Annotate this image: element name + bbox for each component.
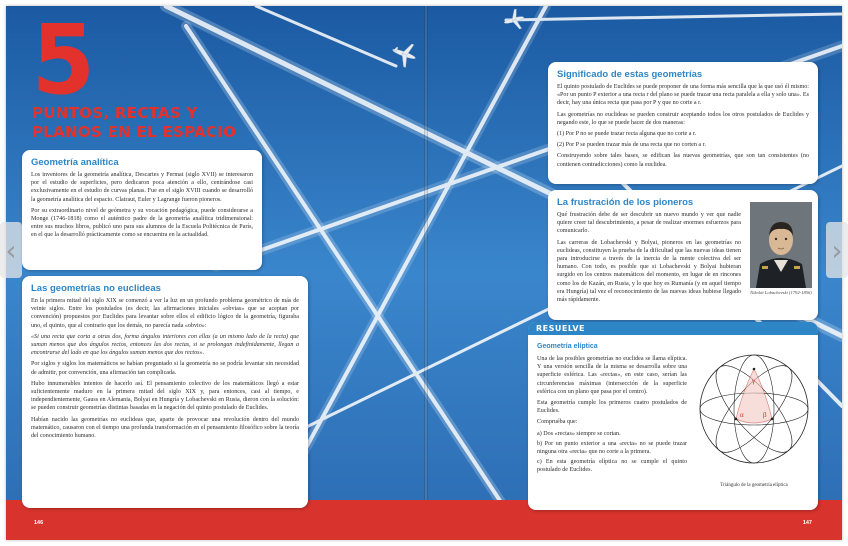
paragraph: Compruéba que: <box>537 419 578 426</box>
paragraph: Los inventores de la geometría analítica, Descartes y Fermat (siglo XVII) se interesaron por el estudio de superficies, pero dedicaron poca atención a ello, centrándose casi exclusivamente en el estudio de curvas planas. Fue en el siglo XVIII cuando se desarrolló la geometría analítica del espacio. Clairaut, Euler y Lagrange fueron pioneros. <box>31 172 253 203</box>
quote-fifth-postulate: «Si una recta que corta a otras dos, forma ángulos interiores con ellas (a un mismo lado de la recta) que suman menos que dos ángulos rectos, entonces las dos rectas, si se prolongan indefinidamente, llegan a encontrarse del lado en que los ángulos suman menos que dos rectos». <box>31 333 299 357</box>
paragraph: Por siglos y siglos los matemáticos se habían preguntado si la geometría no se podría levantar sin necesidad de admitir, por convención, una afirmación tan complicada. <box>31 361 299 376</box>
list-item: (1) Por P no se puede trazar recta alguna que no corte a r. <box>557 131 697 138</box>
panel-geometria-analitica <box>22 150 262 270</box>
resuelve-bar: RESUELVE <box>528 322 818 335</box>
section-heading: La frustración de los pioneros <box>557 197 694 208</box>
paragraph: Habían nacido las geometrías no euclideas que, aparte de provocar una revolución dentro del mundo matemático, causaron con el tiempo una profunda transformación en el pensamiento filosófico sobre la teoría del conocimiento humano. <box>31 416 299 440</box>
book-gutter <box>424 6 428 540</box>
chevron-right-icon[interactable]: › <box>826 222 848 278</box>
paragraph: Las carreras de Lobachevski y Bolyai, pioneros en las geometrías no euclideas, constituyen la prueba de la dificultad que las nuevas ideas tienen para introducirse a través de la inercia de la mente colectiva del ser humano. Con todo, es posible que si Lobachevski y Bolyai hubieran surgido en los centros matemáticos del momento, en lugar de en rincones como los de Kazán, en Rusia, y lo que hoy es Rumanía (y en aquel tiempo era Hungría) tal vez el reconocimiento de las nuevas ideas hubiese llegado más rápidamente. <box>557 239 741 304</box>
paragraph: Una de las posibles geometrías no euclidea se llama elíptica. Y una versión sencilla de la misma se desarrolla sobre una superficie esférica. Las «rectas», en este caso, serían las circunferencias máximas (intersección de la superficie esférica con un plano que pasa por el centro). <box>537 356 687 395</box>
paragraph: Hubo innumerables intentos de hacerlo así. El pensamiento colectivo de los matemáticos llegó a estar suficientemente maduro en la primera mitad del siglo XIX y, para entonces, casi al tiempo, e independientemente, Gauss en Alemania, Bolyai en Hungría y Lobachevski en Rusia, dieron con la solución: se pueden construir geometrías distintas basadas en la negación del quinto postulado de Euclides. <box>31 380 299 412</box>
portrait-caption: Nikolái Lobachevski (1792-1856) <box>750 290 812 295</box>
angle-label: β <box>763 411 767 419</box>
panel-resuelve <box>528 322 818 510</box>
figure-caption: Triángulo de la geometría elíptica <box>720 483 788 489</box>
angle-label: α <box>740 411 744 419</box>
exercise-item: c) En esta geometría elíptica no se cumple el quinto postulado de Euclides. <box>537 459 687 474</box>
page-number-right: 147 <box>802 520 812 526</box>
paragraph: El quinto postulado de Euclides se puede proponer de una forma más sencilla que la que usó él mismo: «Por un punto P exterior a una recta r del plano se puede trazar una recta paralela a ella y solo una». Es decir, hay una única recta que pasa por P y que no corte a r. <box>557 84 809 107</box>
exercise-item: b) Por un punto exterior a una «recta» no se puede trazar ninguna otra «recta» que no corte a la primera. <box>537 440 687 456</box>
panel-significado <box>548 62 818 184</box>
portrait-image <box>750 202 812 288</box>
angle-label: γ <box>752 377 756 385</box>
exercise-item: a) Dos «rectas» siempre se cortan. <box>537 430 621 437</box>
section-heading: Geometría elíptica <box>537 343 598 350</box>
page-number-left: 146 <box>34 520 44 526</box>
section-heading: Significado de estas geometrías <box>557 69 703 80</box>
section-heading: Geometría analítica <box>31 157 119 168</box>
paragraph: Esta geometría cumple los primeros cuatro postulados de Euclides. <box>537 400 687 415</box>
section-heading: Las geometrías no euclideas <box>31 283 161 294</box>
portrait-figure <box>750 202 812 300</box>
list-item: (2) Por P se pueden trazar más de una recta que no corten a r. <box>557 142 706 149</box>
paragraph: En la primera mitad del siglo XIX se comenzó a ver la luz en un profundo problema geométrico de más de veinte siglos. Entre los postulados (es decir, las afirmaciones iniciales «obvias» que se aceptan por convención) propuestos por Euclides para levantar sobre ellos el edificio lógico de la geometría, figuraba uno, el quinto, que al contrario que los demás, no parecía nada «obvio»: <box>31 298 299 329</box>
exercise-list <box>537 430 687 475</box>
paragraph: Por su extraordinario nivel de geómetra y su vocación pedagógica, puede considerarse a Monge (1746-1818) como el auténtico padre de la geometría analítica tridimensional: entre sus muchos libros, publicó uno para sus alumnos de la Escuela Politécnica de París, en el que la desarrolló prácticamente como se encuentra en la actualidad. <box>31 207 253 239</box>
chevron-left-icon[interactable]: ‹ <box>0 222 22 278</box>
chapter-title: PUNTOS, RECTAS Y PLANOS EN EL ESPACIO <box>32 104 237 141</box>
paragraph: Construyendo sobre tales bases, se edifican las nuevas geometrías, que son tan consistentes (no contienen contradicciones) como la euclidea. <box>557 153 809 168</box>
panel-frustracion <box>548 190 818 320</box>
panel-geometrias-no-euclideas <box>22 276 308 508</box>
paragraph: Qué frustración debe de ser descubrir un nuevo mundo y ver que nadie quiere creer tal descubrimiento, a pesar de realizar enormes esfuerzos para comunicarlo. <box>557 212 741 235</box>
chapter-number: 5 <box>31 4 96 116</box>
elliptic-triangle-figure <box>696 343 812 493</box>
paragraph: Las geometrías no euclideas se pueden construir aceptando todos los otros postulados de Euclides y negando este, lo que se puede hacer de dos maneras: <box>557 111 809 126</box>
